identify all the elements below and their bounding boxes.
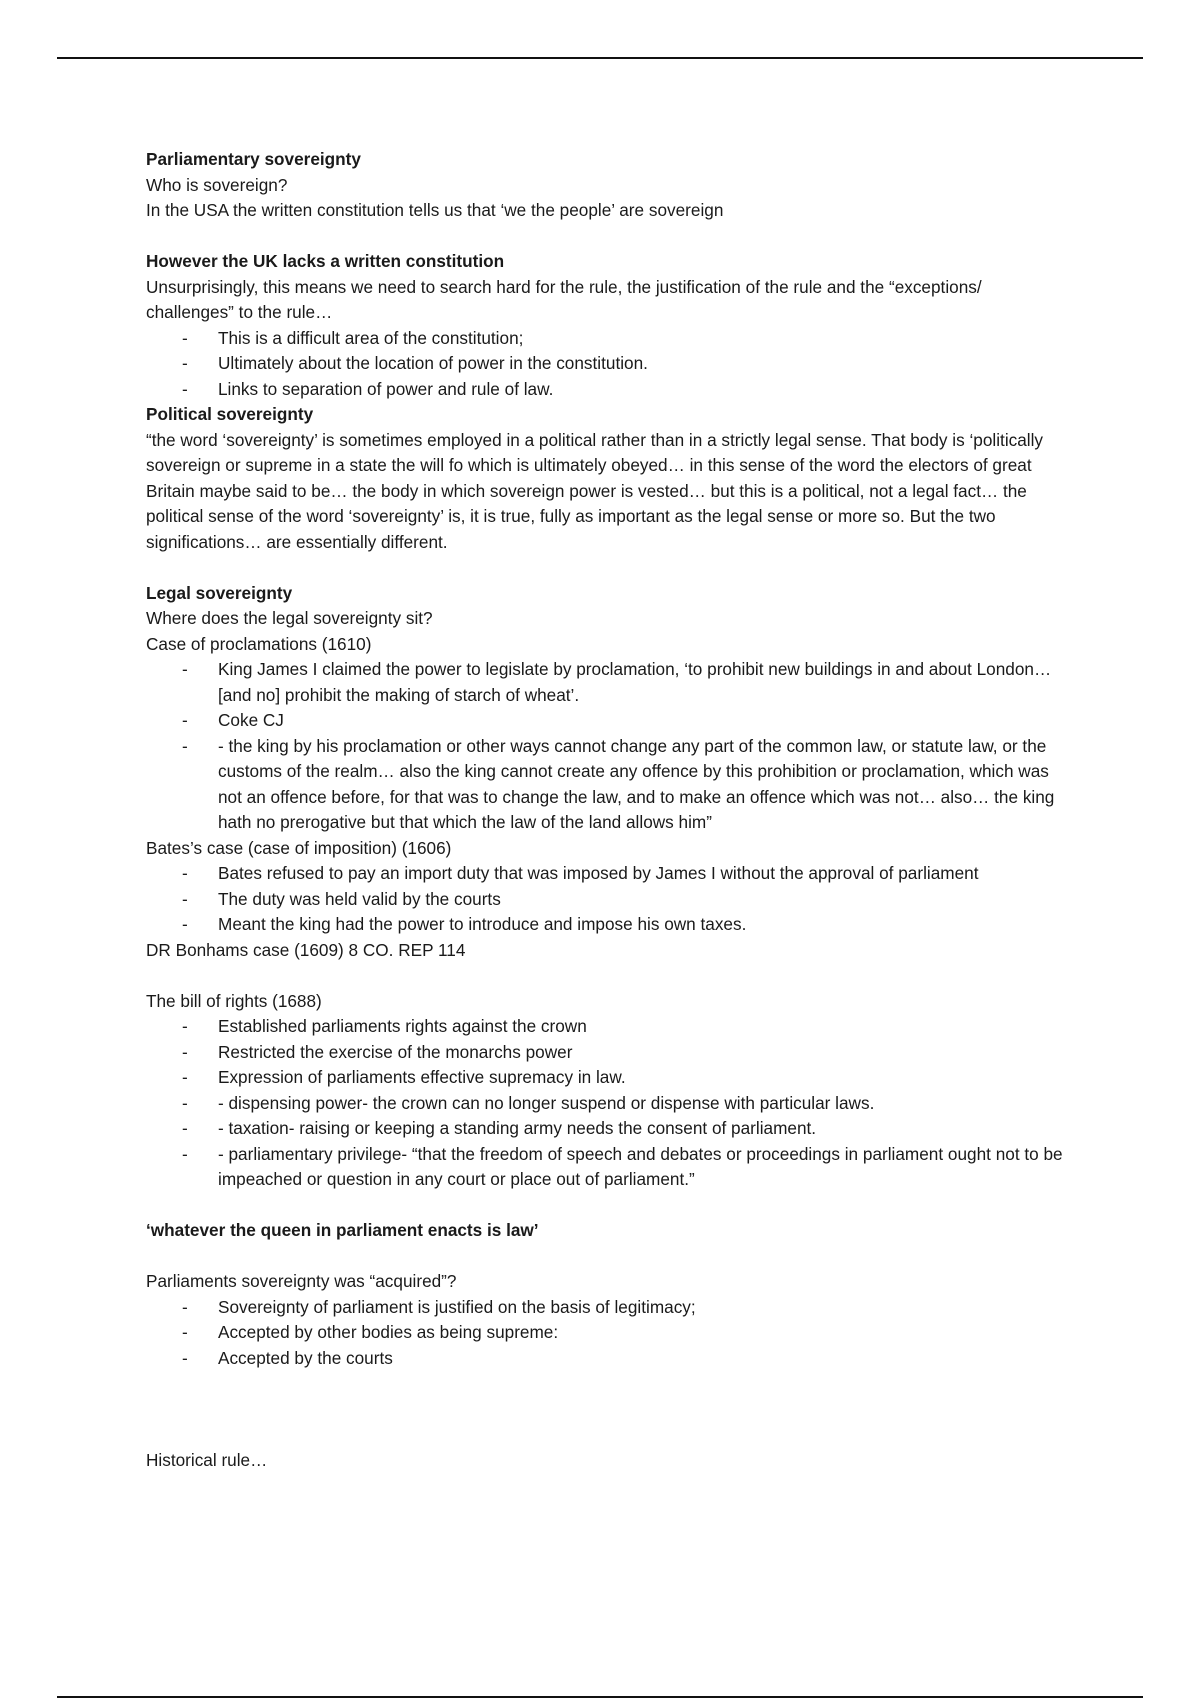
bullet-marker: -	[182, 914, 188, 934]
heading-parliamentary-sovereignty: Parliamentary sovereignty	[146, 149, 361, 169]
bullet-marker: -	[182, 1296, 188, 1317]
list-item: - - parliamentary privilege- “that the freedom of speech and debates or proceedings in parliament ought not to be impeached or question in any court or place out of parliament.”	[182, 1143, 1063, 1189]
bullet-marker: -	[182, 1347, 188, 1368]
list-item: - Restricted the exercise of the monarchs power	[146, 1040, 1066, 1066]
list-item: - Sovereignty of parliament is justified on the basis of legitimacy;	[146, 1295, 1066, 1321]
bullet-marker: -	[182, 1092, 188, 1113]
list-item: - Meant the king had the power to introduce and impose his own taxes.	[146, 912, 1066, 938]
document-body	[146, 147, 1066, 1473]
list-constitution-points	[146, 326, 1066, 403]
list-item: - - taxation- raising or keeping a standing army needs the consent of parliament.	[146, 1116, 1066, 1142]
heading-uk-no-written-constitution: However the UK lacks a written constitution	[146, 251, 505, 271]
list-item: - Links to separation of power and rule of law.	[146, 377, 1066, 403]
quote-political-sovereignty: “the word ‘sovereignty’ is sometimes employed in a political rather than in a strictly legal sense. That body is ‘politically sovereign or supreme in a state the will fo which is ultimately obeyed… in this sense of the word the electors of great Britain maybe said to be… the body in which sovereign power is vested… but this is a political, not a legal fact… the political sense of the word ‘sovereignty’ is, it is true, fully as important as the legal sense or more so. But the two significations… are essentially different.	[146, 429, 1044, 552]
list-item: - Established parliaments rights against the crown	[146, 1014, 1066, 1040]
bullet-marker: -	[182, 659, 188, 679]
list-item: - The duty was held valid by the courts	[146, 887, 1066, 913]
header-rule	[57, 57, 1143, 59]
bullet-marker: -	[182, 378, 188, 399]
bill-of-rights-title: The bill of rights (1688)	[146, 990, 322, 1011]
list-item: - Coke CJ	[146, 708, 1066, 734]
list-item: - Accepted by other bodies as being supreme:	[146, 1320, 1066, 1346]
bullet-marker: -	[182, 710, 188, 730]
text-sovereignty-acquired: Parliaments sovereignty was “acquired”?	[146, 1271, 457, 1291]
text-usa-constitution: In the USA the written constitution tells us that ‘we the people’ are sovereign	[146, 200, 724, 220]
bullet-marker: -	[182, 735, 188, 756]
list-bates	[146, 861, 1066, 938]
case-proclamations-title: Case of proclamations (1610)	[146, 633, 372, 654]
bullet-marker: -	[182, 888, 188, 909]
list-item: - King James I claimed the power to legislate by proclamation, ‘to prohibit new buildings in and about London… [and no] prohibit the making of starch of wheat’.	[182, 659, 1052, 705]
list-item: - - the king by his proclamation or other ways cannot change any part of the common law, or statute law, or the customs of the realm… also the king cannot create any offence by this prohibition or proclamation, which was not an offence before, for that was to change the law, and to make an offence which was not… also… the king hath no prerogative but that which the law of the land allows him”	[182, 735, 1055, 832]
heading-legal-sovereignty: Legal sovereignty	[146, 582, 293, 603]
list-bill-of-rights	[146, 1014, 1066, 1193]
list-item: - Bates refused to pay an import duty that was imposed by James I without the approval of parliament	[146, 861, 1066, 887]
bullet-marker: -	[182, 327, 188, 348]
list-item: - This is a difficult area of the constitution;	[146, 326, 1066, 352]
bullet-marker: -	[182, 1016, 188, 1036]
footer-rule	[57, 1696, 1143, 1698]
list-item: - Expression of parliaments effective supremacy in law.	[146, 1065, 1066, 1091]
case-bonham: DR Bonhams case (1609) 8 CO. REP 114	[146, 939, 466, 960]
bullet-marker: -	[182, 863, 188, 883]
bullet-marker: -	[182, 1041, 188, 1062]
text-historical-rule: Historical rule…	[146, 1449, 268, 1470]
bullet-marker: -	[182, 1322, 188, 1342]
bullet-marker: -	[182, 1067, 188, 1087]
bullet-marker: -	[182, 1118, 188, 1138]
text-legal-sovereignty-question: Where does the legal sovereignty sit?	[146, 608, 433, 628]
bullet-marker: -	[182, 353, 188, 373]
text-who-is-sovereign: Who is sovereign?	[146, 174, 288, 195]
list-proclamations	[146, 657, 1066, 836]
heading-queen-in-parliament: ‘whatever the queen in parliament enacts is law’	[146, 1220, 539, 1240]
list-item: - Ultimately about the location of power in the constitution.	[146, 351, 1066, 377]
list-item: - Accepted by the courts	[146, 1346, 1066, 1372]
heading-political-sovereignty: Political sovereignty	[146, 404, 314, 424]
list-item: - - dispensing power- the crown can no longer suspend or dispense with particular laws.	[146, 1091, 1066, 1117]
text-search-for-rule: Unsurprisingly, this means we need to search hard for the rule, the justification of the rule and the “exceptions/ challenges” to the rule…	[146, 276, 982, 322]
list-acquired	[146, 1295, 1066, 1372]
case-bates-title: Bates’s case (case of imposition) (1606)	[146, 837, 452, 858]
bullet-marker: -	[182, 1143, 188, 1164]
